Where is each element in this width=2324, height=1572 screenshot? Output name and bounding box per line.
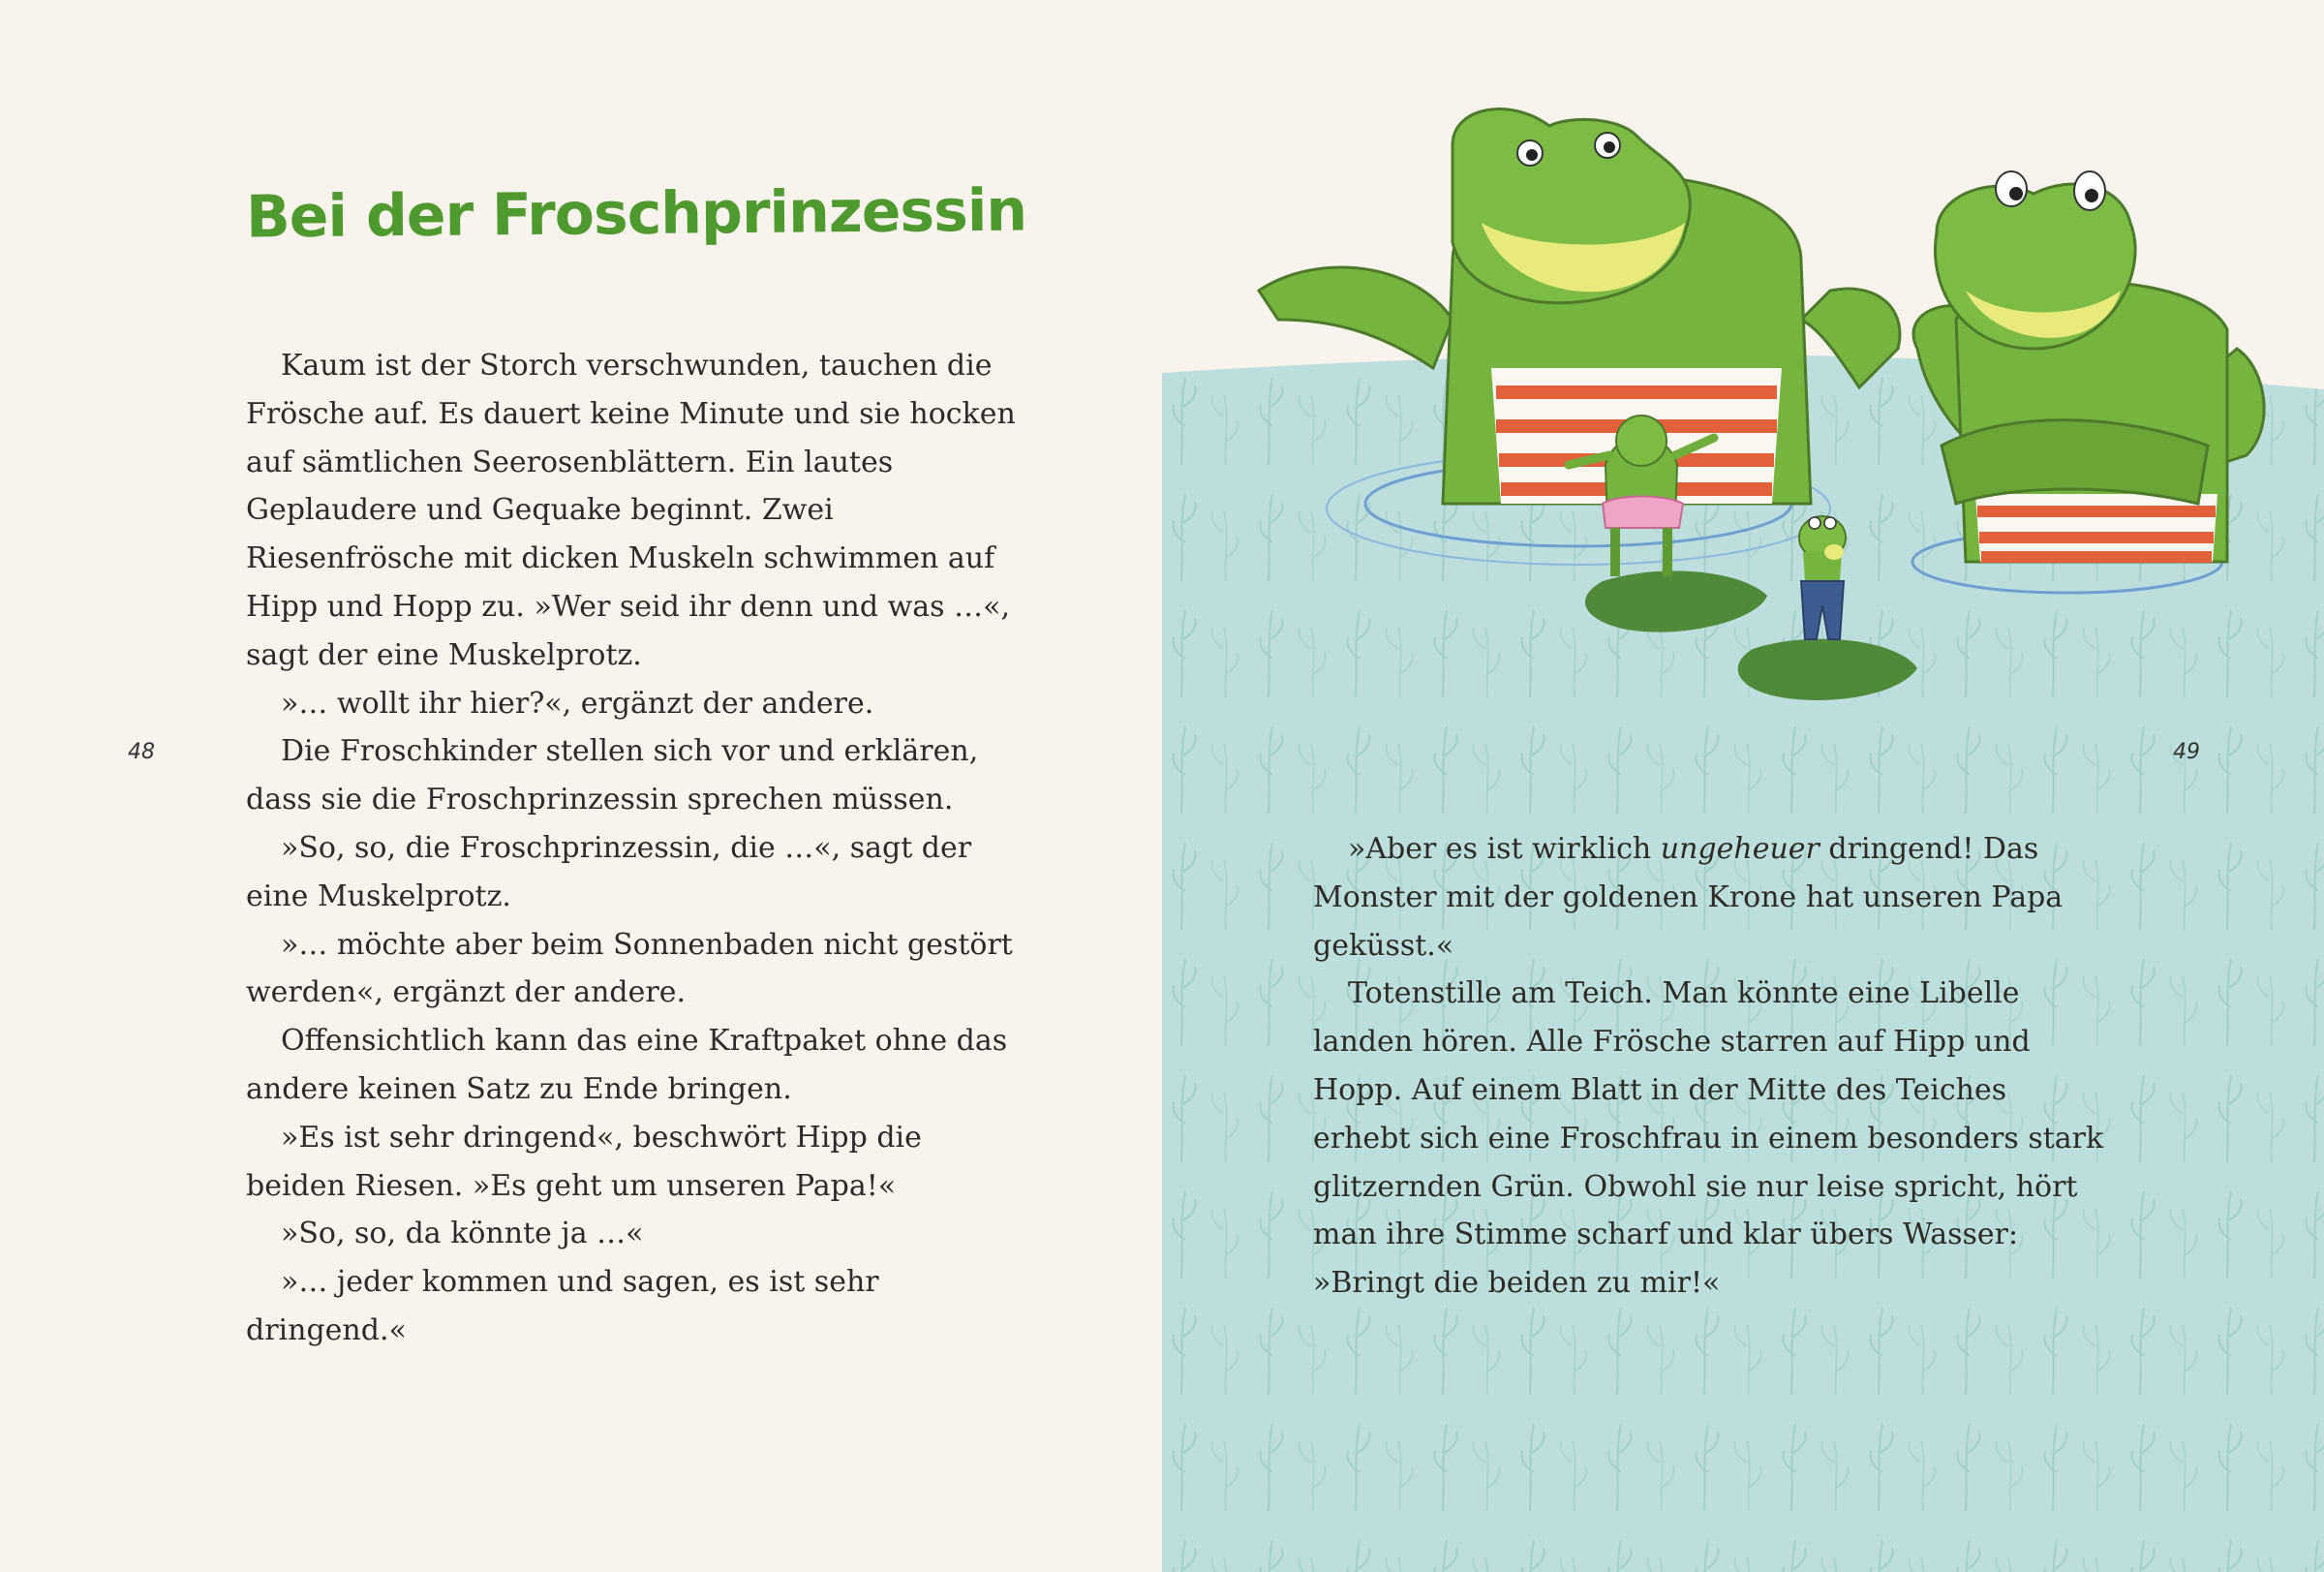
paragraph: »Es ist sehr dringend«, beschwört Hipp die beiden Riesen. »Es geht um unseren Papa!« <box>246 1120 922 1203</box>
left-page-text <box>246 342 1021 1355</box>
paragraph: »… wollt ihr hier?«, ergänzt der andere. <box>281 686 874 721</box>
emphasis-text: ungeheuer <box>1660 832 1819 866</box>
big-frog-right <box>1913 171 2264 562</box>
page-number-left: 48 <box>128 740 155 764</box>
paragraph: Die Froschkinder stellen sich vor und erklären, dass sie die Froschprinzessin sprechen müssen. <box>246 734 979 817</box>
page-number-right: 49 <box>2173 740 2200 764</box>
paragraph: »… jeder kommen und sagen, es ist sehr dringend.« <box>246 1265 879 1347</box>
right-page-text <box>1313 825 2107 1308</box>
paragraph: Totenstille am Teich. Man könnte eine Libelle landen hören. Alle Frösche starren auf Hipp und Hopp. Auf einem Blatt in der Mitte des Teiches erhebt sich eine Froschfrau in einem besonders stark glitzernden Grün. Obwohl sie nur leise spricht, hört man ihre Stimme scharf und klar übers Wasser: »Bringt die beiden zu mir!« <box>1313 976 2104 1301</box>
paragraph: »So, so, die Froschprinzessin, die …«, sagt der eine Muskelprotz. <box>246 830 972 913</box>
pond-illustration <box>1162 0 2324 1572</box>
paragraph: Kaum ist der Storch verschwunden, tauchen die Frösche auf. Es dauert keine Minute und sie hocken auf sämtlichen Seerosenblättern. Ein lautes Geplaudere und Gequake beginnt. Zwei Riesenfrösche mit dicken Muskeln schwimmen auf Hipp und Hopp zu. »Wer seid ihr denn und was …«, sagt der eine Muskelprotz. <box>246 349 1016 672</box>
right-page <box>1162 0 2324 1572</box>
paragraph: Offensichtlich kann das eine Kraftpaket ohne das andere keinen Satz zu Ende bringen. <box>246 1024 1008 1106</box>
paragraph: »So, so, da könnte ja …« <box>281 1217 644 1251</box>
chapter-title: Bei der Froschprinzessin <box>245 176 1027 252</box>
paragraph <box>1313 825 2107 970</box>
text-run: »Aber es ist wirklich <box>1348 832 1661 866</box>
paragraph: »… möchte aber beim Sonnenbaden nicht gestört werden«, ergänzt der andere. <box>246 927 1013 1010</box>
text-run: dringend! Das Monster mit der goldenen Krone hat unseren Papa geküsst.« <box>1313 832 2064 963</box>
